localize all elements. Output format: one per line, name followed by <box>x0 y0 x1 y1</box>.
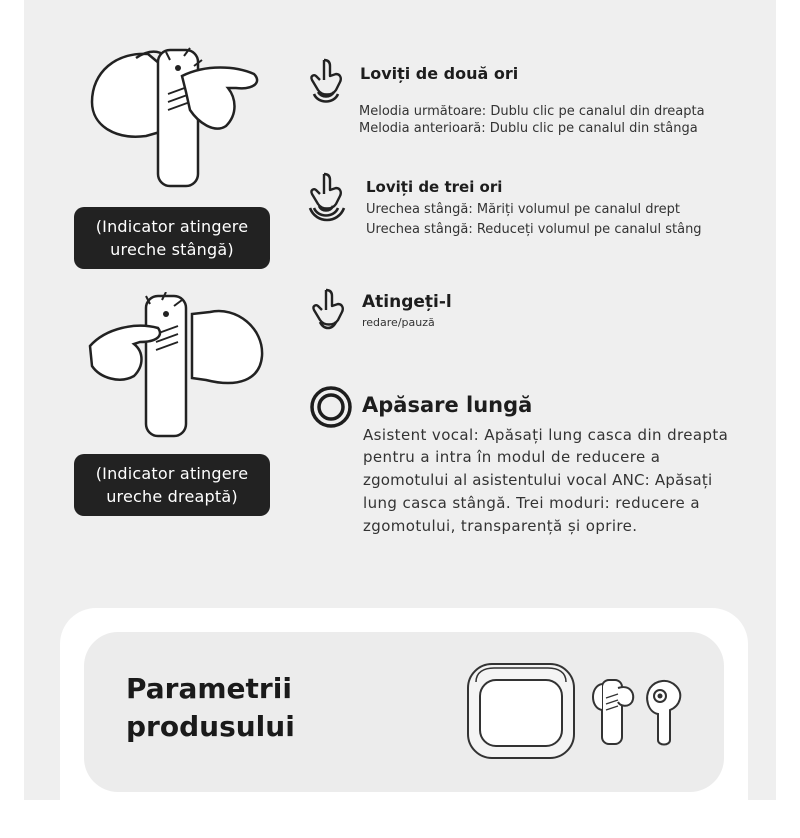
left-ear-indicator-label <box>74 207 270 269</box>
gesture-long-line-5: zgomotului, transparență și oprire. <box>363 517 638 535</box>
gesture-double-line-1: Melodia următoare: Dublu clic pe canalul din dreapta <box>359 104 705 119</box>
charging-case-icon <box>466 662 576 762</box>
long-press-icon <box>306 385 356 429</box>
product-params-title <box>126 670 295 746</box>
earbud-small-right-icon <box>640 674 692 748</box>
gesture-long-line-2: pentru a intra în modul de reducere a <box>363 448 661 466</box>
gesture-single-line-1: redare/pauză <box>362 316 435 329</box>
right-ear-label-line-1: (Indicator atingere <box>95 464 249 483</box>
earbud-small-left-icon <box>588 674 638 748</box>
params-title-line-2: produsului <box>126 710 295 743</box>
gesture-double-line-2: Melodia anterioară: Dublu clic pe canalul din stânga <box>359 121 698 136</box>
double-tap-hand-icon <box>306 56 348 108</box>
left-ear-label-line-1: (Indicator atingere <box>95 217 249 236</box>
earbud-left-icon <box>86 44 266 194</box>
earbud-right-icon <box>86 292 266 442</box>
right-ear-label-line-2: ureche dreaptă) <box>106 487 238 506</box>
gesture-double-title: Loviți de două ori <box>360 64 519 83</box>
gesture-long-title: Apăsare lungă <box>362 393 533 417</box>
gesture-long-line-4: lung casca stângă. Trei moduri: reducere a <box>363 494 700 512</box>
gesture-triple-line-2: Urechea stângă: Reduceți volumul pe canalul stâng <box>366 222 702 237</box>
right-ear-indicator-label <box>74 454 270 516</box>
triple-tap-hand-icon <box>306 170 348 224</box>
left-ear-label-line-2: ureche stângă) <box>110 240 234 259</box>
single-tap-hand-icon <box>308 286 348 334</box>
params-title-line-1: Parametrii <box>126 672 292 705</box>
gesture-long-line-1: Asistent vocal: Apăsați lung casca din dreapta <box>363 426 729 444</box>
gesture-single-title: Atingeți-l <box>362 292 452 312</box>
gesture-triple-line-1: Urechea stângă: Măriți volumul pe canalul drept <box>366 202 680 217</box>
gesture-long-line-3: zgomotului al asistentului vocal ANC: Apăsați <box>363 471 713 489</box>
gesture-triple-title: Loviți de trei ori <box>366 178 503 196</box>
